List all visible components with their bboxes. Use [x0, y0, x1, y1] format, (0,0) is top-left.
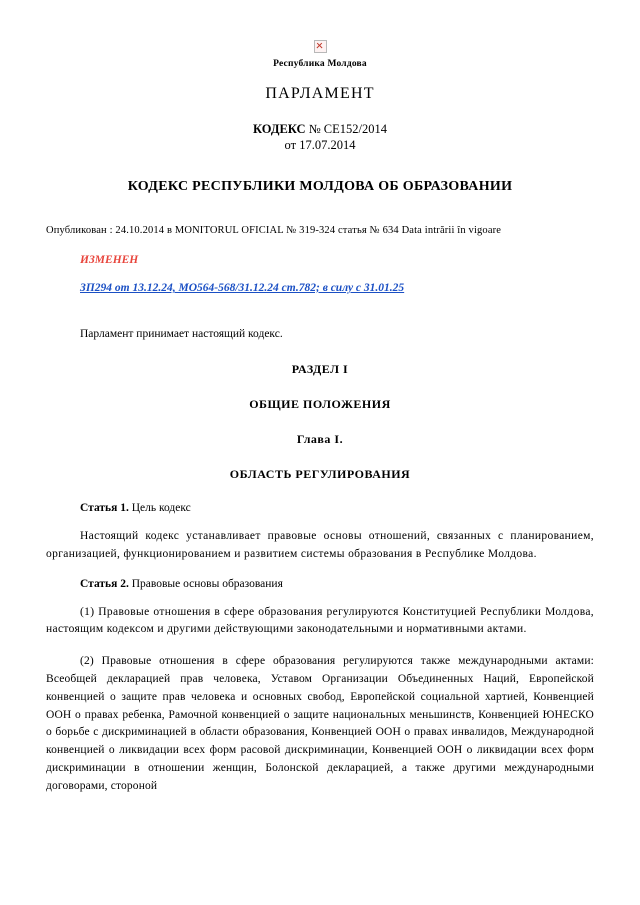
article-paragraph: (2) Правовые отношения в сфере образования регулируются также международными актами: Всеобщей декларацией прав человека, Уставом Организации Объединенных Наций, Европейской конвенцией о защите прав человека и основных свобод, Европейской социальной хартией, Конвенцией ООН о правах ребенка, Рамочной конвенцией о защите национальных меньшинств, Конвенцией ЮНЕСКО о борьбе с дискриминацией в области образования, Конвенцией ООН о правах инвалидов, Международной конвенцией о ликвидации всех форм расовой дискриминации, Конвенцией ООН о ликвидации всех форм дискриминации в отношении женщин, Болонской декларацией, а также другими международными договорами, стороной: [46, 655, 594, 792]
page-title: КОДЕКС РЕСПУБЛИКИ МОЛДОВА ОБ ОБРАЗОВАНИИ: [127, 178, 513, 194]
intro-paragraph: Парламент принимает настоящий кодекс.: [80, 327, 283, 340]
article-title: Цель кодекс: [128, 501, 191, 514]
code-label: КОДЕКС: [253, 122, 306, 136]
broken-image-icon: [314, 40, 327, 53]
amended-badge: ИЗМЕНЕН: [80, 253, 139, 266]
section-heading: РАЗДЕЛ I: [291, 361, 349, 376]
article-paragraph: Настоящий кодекс устанавливает правовые основы отношений, связанных с планированием, организацией, функционированием и развитием системы образования в Республике Молдова.: [46, 529, 594, 560]
article-title: Правовые основы образования: [128, 577, 283, 590]
publication-info: Опубликован : 24.10.2014 в MONITORUL OFICIAL № 319-324 статья № 634 Data intrării în vigoare: [46, 224, 502, 236]
chapter-title: ОБЛАСТЬ РЕГУЛИРОВАНИЯ: [229, 466, 411, 481]
article-heading: [46, 502, 594, 514]
amendment-link[interactable]: ЗП294 от 13.12.24, МО564-568/31.12.24 ст.782; в силу с 31.01.25: [80, 281, 405, 294]
country-name: Республика Молдова: [273, 59, 367, 69]
code-number: № CE152/2014: [308, 122, 387, 136]
section-title: ОБЩИЕ ПОЛОЖЕНИЯ: [249, 396, 391, 411]
institution-name: ПАРЛАМЕНТ: [265, 85, 375, 102]
code-number-line: [46, 121, 594, 138]
article-number: Статья 1.: [80, 501, 129, 514]
code-date: от 17.07.2014: [284, 137, 356, 152]
article-paragraph: (1) Правовые отношения в сфере образования регулируются Конституцией Республики Молдова, настоящим кодексом и другими действующими законодательными и нормативными актами.: [46, 605, 594, 636]
article-number: Статья 2.: [80, 577, 129, 590]
chapter-heading: Глава I.: [296, 431, 344, 446]
article-heading: [46, 578, 594, 590]
